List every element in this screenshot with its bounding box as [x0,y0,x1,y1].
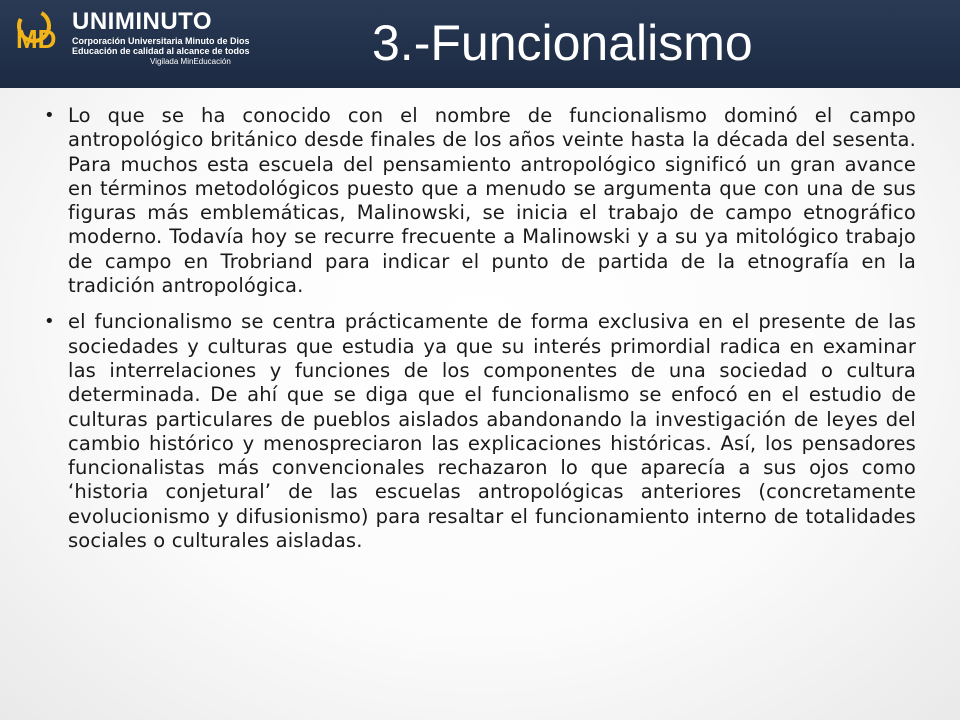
bullet-marker: • [44,105,55,126]
bullet-item [42,310,916,553]
bullet-text: el funcionalismo se centra prácticamente de forma exclusiva en el presente de las sociedades y culturas que estudia ya que su interés primordial radica en examinar las interrelaciones y funciones de los componentes de una sociedad o cultura determinada. De ahí que se diga que el funcionalismo se enfocó en el estudio de culturas particulares de pueblos aislados abandonando la investigación de leyes del cambio histórico y menospreciaron las explicaciones históricas. Así, los pensadores funcionalistas más convencionales rechazaron lo que aparecía a sus ojos como ‘historia conjetural’ de las escuelas antropológicas anteriores (concretamente evolucionismo y difusionismo) para resaltar el funcionamiento interno de totalidades sociales o culturales aisladas. [68,310,916,553]
bullet-marker: • [44,311,55,333]
md-monogram-icon [14,6,78,68]
svg-text:MD: MD [16,24,57,54]
logo-name: UNIMINUTO [72,8,213,35]
slide-title: 3.-Funcionalismo [372,15,753,71]
uniminuto-logo [14,6,264,68]
logo-tagline-institution: Corporación Universitaria Minuto de Dios [72,36,250,46]
logo-tagline-vigilada: Vigilada MinEducación [150,57,231,66]
bullet-item [42,104,916,298]
bullet-text: Lo que se ha conocido con el nombre de funcionalismo dominó el campo antropológico británico desde finales de los años veinte hasta la década del sesenta. Para muchos esta escuela del pensamiento antropológico significó un gran avance en términos metodológicos puesto que a menudo se argumenta que con una de sus figuras más emblemáticas, Malinowski, se inicia el trabajo de campo etnográfico moderno. Todavía hoy se recurre frecuente a Malinowski y a su ya mitológico trabajo de campo en Trobriand para indicar el punto de partida de la etnografía en la tradición antropológica. [68,104,916,298]
logo-tagline-motto: Educación de calidad al alcance de todos [72,46,250,56]
header-bar [0,0,960,88]
bullet-list [42,104,916,565]
